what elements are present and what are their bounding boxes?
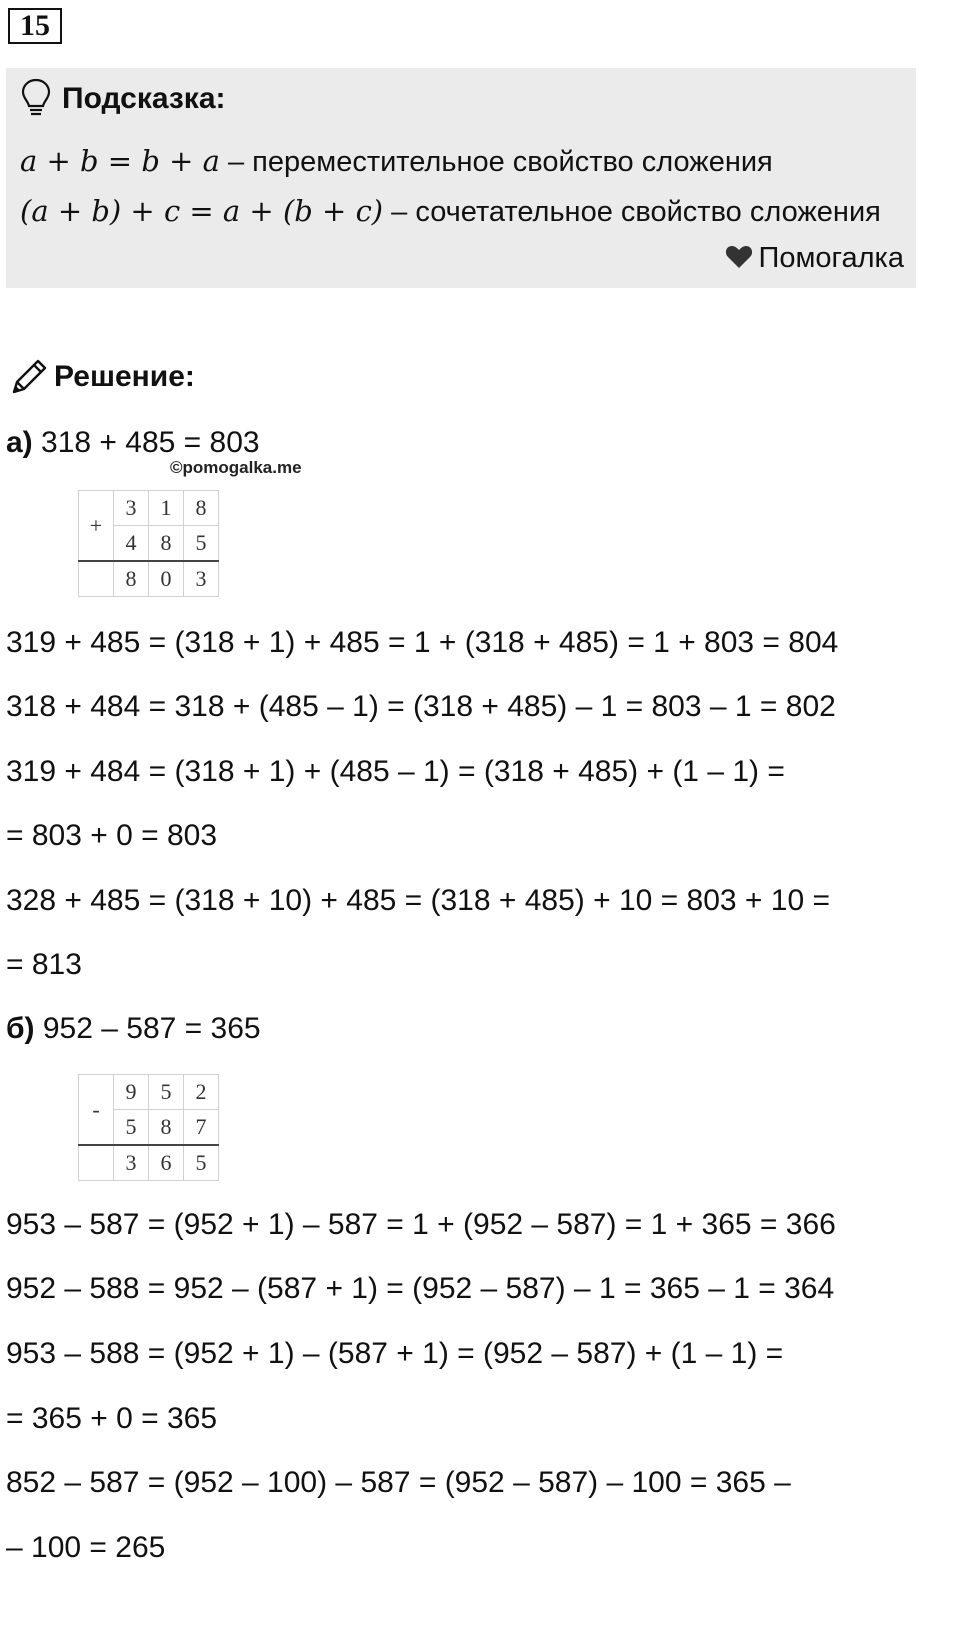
part-b-label: б)	[6, 1012, 35, 1045]
part-a-equation	[6, 426, 260, 460]
digit: 5	[114, 1110, 149, 1146]
empty-cell	[79, 561, 114, 597]
digit: 2	[184, 1075, 219, 1110]
solution-title: Решение:	[54, 360, 195, 393]
digit: 8	[184, 491, 219, 526]
operation-sign: -	[79, 1075, 114, 1146]
associative-formula	[20, 194, 881, 229]
solution-line: 318 + 484 = 318 + (485 – 1) = (318 + 485) – 1 = 803 – 1 = 802	[6, 690, 836, 723]
column-subtraction	[78, 1074, 219, 1181]
solution-line: 953 – 588 = (952 + 1) – (587 + 1) = (952 – 587) + (1 – 1) =	[6, 1337, 784, 1370]
part-a-label: а)	[6, 426, 33, 459]
digit: 3	[184, 561, 219, 597]
formula-math: a + b = b + a	[20, 144, 220, 178]
heart-icon	[725, 245, 753, 269]
task-number: 15	[8, 8, 62, 44]
digit: 7	[184, 1110, 219, 1146]
digit: 0	[149, 561, 184, 597]
digit: 5	[184, 526, 219, 562]
formula-description: – переместительное свойство сложения	[219, 146, 773, 178]
hint-title: Подсказка:	[62, 82, 226, 115]
commutative-formula	[20, 144, 773, 179]
watermark: ©pomogalka.me	[170, 458, 302, 477]
solution-line: = 813	[6, 948, 82, 981]
digit: 3	[114, 491, 149, 526]
digit: 1	[149, 491, 184, 526]
part-b-equation	[6, 1012, 261, 1046]
digit: 8	[149, 526, 184, 562]
operation-sign: +	[79, 491, 114, 562]
lightbulb-icon	[20, 78, 52, 118]
column-addition	[78, 490, 219, 597]
pencil-icon	[8, 356, 50, 398]
solution-line: 319 + 485 = (318 + 1) + 485 = 1 + (318 + 485) = 1 + 803 = 804	[6, 626, 839, 659]
digit: 6	[149, 1145, 184, 1181]
solution-line: 952 – 588 = 952 – (587 + 1) = (952 – 587) – 1 = 365 – 1 = 364	[6, 1272, 835, 1305]
brand-name: Помогалка	[758, 242, 904, 274]
digit: 8	[149, 1110, 184, 1146]
digit: 4	[114, 526, 149, 562]
equation-text: 318 + 485 = 803	[32, 426, 260, 459]
solution-line: 319 + 484 = (318 + 1) + (485 – 1) = (318 + 485) + (1 – 1) =	[6, 755, 785, 788]
hint-box	[6, 68, 916, 288]
solution-line: = 803 + 0 = 803	[6, 819, 218, 852]
formula-description: – сочетательное свойство сложения	[383, 196, 881, 228]
solution-line: 852 – 587 = (952 – 100) – 587 = (952 – 587) – 100 = 365 –	[6, 1466, 791, 1499]
equation-text: 952 – 587 = 365	[34, 1012, 261, 1045]
formula-math: (a + b) + c = a + (b + c)	[20, 194, 384, 228]
solution-line: 953 – 587 = (952 + 1) – 587 = 1 + (952 – 587) = 1 + 365 = 366	[6, 1208, 836, 1241]
digit: 5	[149, 1075, 184, 1110]
solution-line: = 365 + 0 = 365	[6, 1402, 218, 1435]
empty-cell	[79, 1145, 114, 1181]
solution-line: – 100 = 265	[6, 1531, 166, 1564]
solution-line: 328 + 485 = (318 + 10) + 485 = (318 + 485) + 10 = 803 + 10 =	[6, 884, 831, 917]
digit: 9	[114, 1075, 149, 1110]
digit: 5	[184, 1145, 219, 1181]
brand-label	[725, 242, 904, 275]
digit: 8	[114, 561, 149, 597]
digit: 3	[114, 1145, 149, 1181]
